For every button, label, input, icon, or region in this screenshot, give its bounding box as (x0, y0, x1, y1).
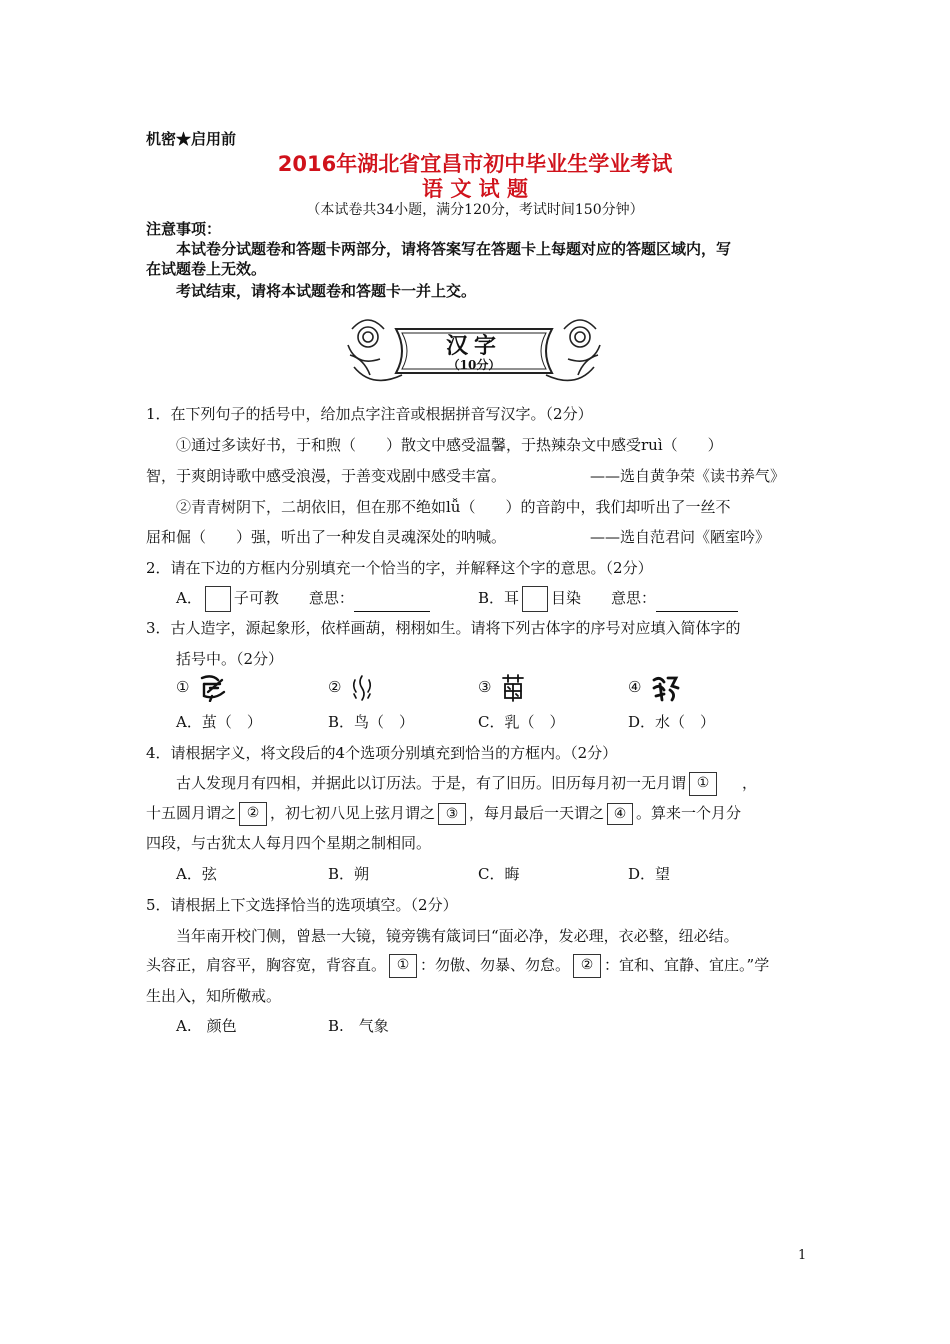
ancient-water-glyph-icon (350, 674, 374, 702)
char-number: ② (328, 678, 342, 696)
question-1-line: 屈和倔（ ）强，听出了一种发自灵魂深处的呐喊。 (146, 528, 507, 546)
fill-box-2[interactable]: ② (239, 802, 267, 826)
ancient-milk-glyph-icon (650, 674, 680, 702)
option-label: A． (176, 589, 202, 607)
question-2-option-b (478, 584, 738, 612)
question-3-stem: 括号中。（2分） (176, 650, 284, 668)
question-1-stem: 1．在下列句子的括号中，给加点字注音或根据拼音写汉字。（2分） (146, 405, 593, 423)
ancient-char-4 (628, 672, 680, 702)
ancient-char-1 (176, 672, 228, 702)
passage-text: ：勿傲、勿暴、勿怠。 (420, 956, 571, 974)
question-4-paragraph (176, 770, 757, 796)
section-score: （10分） (447, 358, 501, 372)
ancient-bird-glyph-icon (198, 674, 228, 702)
ancient-char-2 (328, 672, 374, 702)
question-3-option: D．水（ ） (628, 713, 716, 731)
question-1-line: ②青青树阴下，二胡依旧，但在那不绝如lǚ（ ）的音韵中，我们却听出了一丝不 (176, 498, 731, 516)
answer-blank[interactable] (656, 593, 738, 612)
option-text: 子可教 意思： (233, 589, 354, 607)
notice-line: 考试结束，请将本试题卷和答题卡一并上交。 (176, 282, 477, 300)
question-2-stem: 2．请在下边的方框内分别填充一个恰当的字，并解释这个字的意思。（2分） (146, 559, 653, 577)
question-4-option: B．朔 (328, 865, 370, 883)
question-4-stem: 4．请根据字义，将文段后的4个选项分别填充到恰当的方框内。（2分） (146, 744, 618, 762)
notice-heading: 注意事项： (146, 220, 222, 238)
question-3-option: A．茧（ ） (176, 713, 262, 731)
passage-text: ，初七初八见上弦月谓之 (270, 804, 436, 822)
question-5-paragraph (146, 952, 769, 978)
exam-info: （本试卷共34小题，满分120分，考试时间150分钟） (306, 202, 644, 218)
question-5-paragraph: 当年南开校门侧，曾悬一大镜，镜旁镌有箴词曰“面必净，发必理，衣必整，纽必结。 (176, 927, 739, 945)
question-3-option: C．乳（ ） (478, 713, 565, 731)
question-5-paragraph: 生出入，知所儆戒。 (146, 987, 282, 1005)
question-5-stem: 5．请根据上下文选择恰当的选项填空。（2分） (146, 896, 458, 914)
char-number: ④ (628, 678, 642, 696)
passage-text: ：宜和、宜静、宜庄。”学 (604, 956, 770, 974)
passage-text: ， (742, 774, 758, 792)
passage-text: 十五圆月谓之 (146, 804, 237, 822)
passage-text: 古人发现月有四相，并据此以订历法。于是，有了旧历。旧历每月初一无月谓 (176, 774, 687, 792)
question-1-line: 智，于爽朗诗歌中感受浪漫，于善变戏剧中感受丰富。 (146, 467, 507, 485)
question-3-stem: 3．古人造字，源起象形，依样画葫，栩栩如生。请将下列古体字的序号对应填入简体字的 (146, 619, 741, 637)
ancient-char-3 (478, 672, 526, 702)
subject-title: 语 文 试 题 (422, 177, 528, 201)
question-4-option: D．望 (628, 865, 671, 883)
question-4-paragraph: 四段，与古犹太人每月四个星期之制相同。 (146, 834, 432, 852)
question-1-line: ①通过多读好书，于和煦（ ）散文中感受温馨，于热辣杂文中感受ruì（ ） (176, 436, 723, 454)
section-banner (344, 315, 604, 395)
answer-blank[interactable] (354, 593, 430, 612)
fill-box-3[interactable]: ③ (438, 803, 466, 825)
char-number: ③ (478, 678, 492, 696)
question-4-paragraph (146, 800, 741, 826)
passage-text: 。算来一个月分 (636, 804, 742, 822)
confidential-label: 机密★启用前 (146, 130, 237, 148)
fill-box-2[interactable]: ② (573, 954, 601, 978)
passage-text: ，每月最后一天谓之 (469, 804, 605, 822)
fill-box-1[interactable]: ① (689, 772, 717, 796)
char-number: ① (176, 678, 190, 696)
ancient-cocoon-glyph-icon (500, 674, 526, 702)
option-text: 目染 意思： (551, 589, 657, 607)
notice-line: 本试卷分试题卷和答题卡两部分，请将答案写在答题卡上每题对应的答题区域内，写 (176, 240, 732, 258)
question-2-option-a (176, 584, 430, 612)
question-4-option: A．弦 (176, 865, 217, 883)
question-1-source: ——选自范君问《陋室吟》 (590, 528, 771, 546)
fill-box-1[interactable]: ① (389, 954, 417, 978)
question-4-option: C．晦 (478, 865, 520, 883)
fill-box[interactable] (522, 586, 548, 612)
option-label: B．耳 (478, 589, 520, 607)
fill-box-4[interactable]: ④ (607, 803, 633, 825)
question-1-source: ——选自黄争荣《读书养气》 (590, 467, 786, 485)
question-5-option: B. 气象 (328, 1017, 389, 1035)
passage-text: 头容正，肩容平，胸容宽，背容直。 (146, 956, 387, 974)
fill-box[interactable] (205, 586, 231, 612)
notice-line: 在试题卷上无效。 (146, 260, 267, 278)
question-5-option: A. 颜色 (176, 1017, 237, 1035)
section-title: 汉字 (445, 333, 502, 359)
question-3-option: B．鸟（ ） (328, 713, 415, 731)
page-number: 1 (798, 1248, 807, 1263)
exam-title: 2016年湖北省宜昌市初中毕业生学业考试 (277, 152, 673, 176)
